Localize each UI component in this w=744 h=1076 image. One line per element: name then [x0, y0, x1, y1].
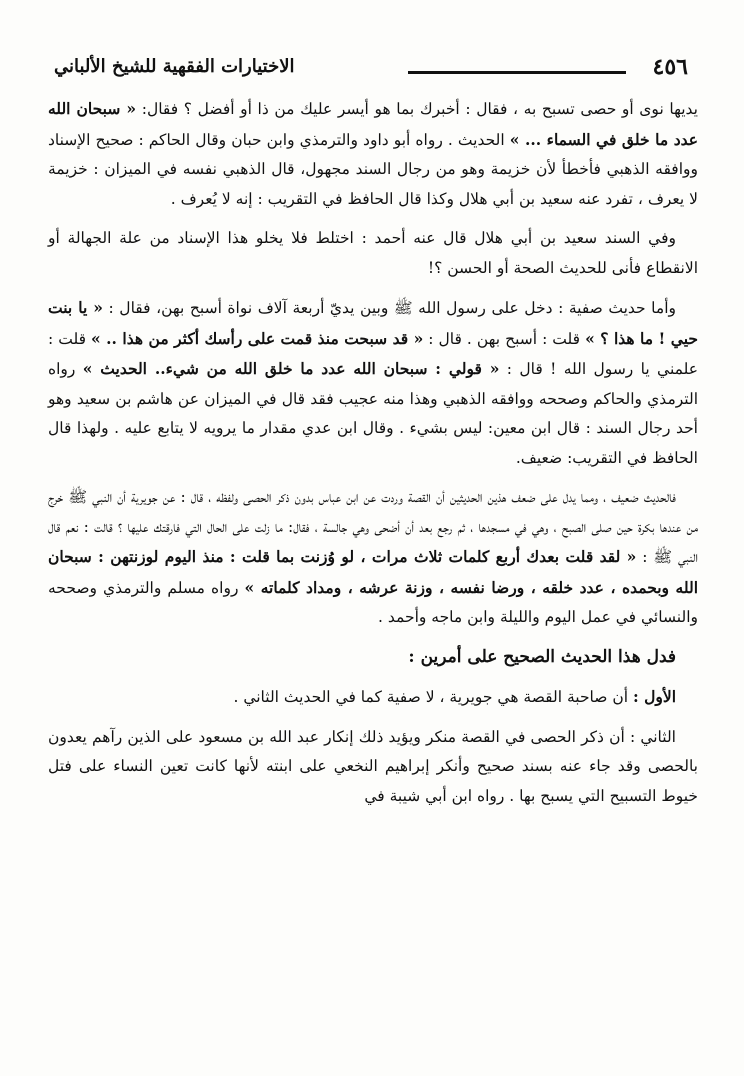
first-point-label: الأول :	[632, 687, 676, 706]
paragraph	[48, 94, 698, 214]
page-body	[48, 94, 698, 821]
quoted-hadith: « قولي : سبحان الله عدد ما خلق الله من شيء.. الحديث »	[82, 359, 500, 378]
header-rule	[408, 71, 626, 74]
paragraph-text: يديها نوى أو حصى تسبح به ، فقال : أخبرك بما هو أيسر عليك من ذا أو أفضل ؟ فقال:	[136, 100, 698, 118]
paragraph-text: قلت : أسبح بهن . قال :	[423, 329, 586, 348]
paragraph	[48, 483, 698, 633]
paragraph-text: وأما حديث صفية : دخل على رسول الله ﷺ وبين يديّ أربعة آلاف نواة أسبح بهن، فقال :	[102, 299, 676, 317]
quoted-hadith: « يا بنت حيي ! ما هذا ؟ »	[48, 298, 698, 348]
first-point	[48, 682, 698, 713]
paragraph-text: قلت : علمني يا رسول الله ! قال :	[48, 329, 698, 378]
paragraph-text: فالحديث ضعيف ، ومما يدل على ضعف هذين الحديثين أن القصة وردت عن ابن عباس بدون ذكر الحصى ولفظه ، قال : عن جويرية أن النبي ﷺ خرج من عندها بكرة حين صلى الصبح ، وهي في مسجدها ، ثم رجع بعد أن أضحى وهي جالسة ، فقال: ما زلت على الحال التي فارقتك عليها ؟ قالت : نعم قال النبي ﷺ :	[48, 488, 698, 566]
paragraph-text: رواه مسلم والترمذي وصححه والنسائي في عمل اليوم والليلة وابن ماجه وأحمد .	[48, 578, 698, 626]
paragraph-text: وفي السند سعيد بن أبي هلال قال عنه أحمد : اختلط فلا يخلو هذا الإسناد من علة الجهالة أو الانقطاع فأنى للحديث الصحة أو الحسن ؟!	[48, 229, 698, 277]
paragraph-text: الحديث . رواه أبو داود والترمذي وابن حبان وقال الحاكم : صحيح الإسناد ووافقه الذهبي فأخطأ لأن خزيمة وهو من رجال السند مجهول، قال الذهبي نفسه في الميزان : خزيمة لا يعرف ، تفرد عنه سعيد بن أبي هلال وكذا قال الحافظ في التقريب : إنه لا يُعرف .	[48, 130, 698, 208]
page-number: ٤٥٦	[652, 54, 688, 80]
quoted-hadith: « قد سبحت منذ قمت على رأسك أكثر من هذا .. »	[91, 328, 424, 348]
page-header	[48, 52, 696, 88]
paragraph-text: رواه الترمذي والحاكم وصححه ووافقه الذهبي وهذا منه عجيب فقد قال في الميزان عن هاشم بن سعيد وهو أحد رجال السند : قال ابن معين: ليس بشيء . وقال ابن عدي مقدار ما يرويه لا يتابع عليه . ولهذا قال الحافظ في التقريب: ضعيف.	[48, 360, 698, 467]
paragraphs	[48, 94, 698, 633]
quoted-hadith: « سبحان الله عدد ما خلق في السماء ... »	[48, 99, 698, 149]
first-point-text: أن صاحبة القصة هي جويرية ، لا صفية كما في الحديث الثاني .	[233, 688, 633, 706]
second-point: الثاني : أن ذكر الحصى في القصة منكر ويؤيد ذلك إنكار عبد الله بن مسعود على الذين رآهم يعدون بالحصى وقد جاء عنه بسند صحيح وأنكر إبراهيم النخعي على ابنته لأنها كانت تعين النساء على فتل خيوط التسبيح التي يسبح بها . رواه ابن أبي شيبة في	[48, 727, 698, 805]
section-heading: فدل هذا الحديث الصحيح على أمرين :	[408, 646, 676, 667]
paragraph	[48, 293, 698, 473]
running-title: الاختيارات الفقهية للشيخ الألباني	[54, 56, 295, 77]
paragraph	[48, 224, 698, 283]
quoted-hadith: « لقد قلت بعدك أربع كلمات ثلاث مرات ، لو وُزنت بما قلت : منذ اليوم لوزنتهن : سبحان الله وبحمده ، عدد خلقه ، ورضا نفسه ، وزنة عرشه ، ومداد كلماته »	[48, 547, 699, 597]
